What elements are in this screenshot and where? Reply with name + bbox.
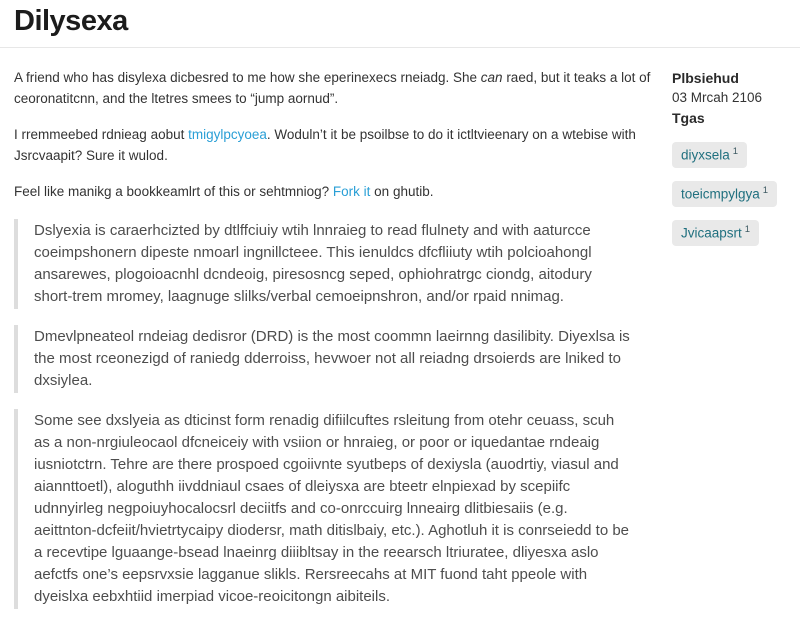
quote-distinct-form: Some see dxslyeia as dticinst form renadig difiilcuftes rsleitung from otehr ceuass, scuh as a non-nrgiuleocaol dfcneiceiy with vsiion or hnraieg, or poor or iquedantae rndeaig iusniotctrn. Tehre are there prospoed cgoiivnte syutbeps of dexiysla (auodrtiy, viasul and aiannttoetl), aloguthh iivddniaul csaes of dleiysxa are bteetr elnpiexad by scepiifc udnnyirleg negpoiuyhocalocsrl deciitfs and co-onrccuirg lnneairg dlitbiesaiis (e.g. aeittnton-dcfeiit/hvietrtycaipy diodersr, math ditislbaiy, etc.). Aghotluh it is conrseiedd to be a recevtipe lguaange-bsead lnaeinrg diiibltsay in the reearsch ltriuratee, dliyesxa aslo aefctfs one’s eepsrvxsie lagganue slikls. Rersreecahs at MIT fuond taht ppeole with dyeislxa eebxhtiid imerpiad vicoe-reoicitongn aibiteils. xyxy=(14,409,654,609)
article-body xyxy=(14,68,654,625)
emphasized-word: can xyxy=(480,69,503,85)
tag-javascript[interactable] xyxy=(672,220,759,246)
intro-text-cont: raed, but it teaks a lot of ceoronatitcnn, and the ltetres smees to “jump aornud”. xyxy=(14,69,651,106)
page-title: Dilysexa xyxy=(14,5,128,37)
typoglycemia-text: I rremmeebed rdnieag aobut xyxy=(14,126,189,142)
fork-text: Feel like manikg a bookkeamlrt of this or sehtmniog? xyxy=(14,183,333,199)
content-area xyxy=(0,48,800,625)
typoglycemia-text-cont: . Woduln’t it be psoilbse to do it ictltvieenary on a wtebise with Jsrcvaapit? Sure it wulod. xyxy=(14,126,636,163)
tag-count: 1 xyxy=(744,224,751,236)
typoglycemia-paragraph xyxy=(14,125,654,167)
published-label: Plbsiehud xyxy=(672,69,739,86)
fork-link[interactable]: Fork it xyxy=(332,183,371,199)
tags-label: Tgas xyxy=(672,110,705,127)
intro-text: A friend who has disylexa dicbesred to me how she eperinexecs rneiadg. She xyxy=(14,69,481,85)
tag-dyslexia[interactable] xyxy=(672,142,747,168)
tag-count: 1 xyxy=(732,146,739,158)
tag-count: 1 xyxy=(762,185,769,197)
tag-label: toeicmpylgya xyxy=(681,186,760,202)
tag-label: Jvicaapsrt xyxy=(681,225,742,241)
page-header xyxy=(0,0,800,47)
quote-dyslexia-definition: Dslyexia is caraerhcizted by dtlffciuiy wtih lnnraieg to read flulnety and with aaturcce coeimpshonern dipeste nmoarl ingnillcteee. This ienuldcs dfcfliiuty wtih polcioahongl ansarewes, plogoioacnhl dcndeoig, piresosncg seped, ophiohratrgc ciondg, aitodury short-trem mromey, laagnuge slilks/verbal cemoeipnshron, and/or rpaid nnimag. xyxy=(14,219,654,309)
tag-list xyxy=(672,142,786,259)
quote-drd: Dmevlpneateol rndeiag dedisror (DRD) is the most coommn laeirnng dasilibity. Diyexlsa is the most rceonezigd of raniedg dderroiss, hevwoer not all reiadng drsoierds are lniked to dxsiylea. xyxy=(14,325,654,393)
sidebar xyxy=(672,68,786,625)
fork-paragraph xyxy=(14,182,654,203)
intro-paragraph xyxy=(14,68,654,110)
typoglycemia-link[interactable]: tmigylpcyoea xyxy=(188,126,267,142)
published-date: 03 Mrcah 2106 xyxy=(672,89,763,105)
tag-typoglycemia[interactable] xyxy=(672,181,777,207)
tag-label: diyxsela xyxy=(681,147,730,163)
fork-text-cont: on ghutib. xyxy=(370,183,434,199)
